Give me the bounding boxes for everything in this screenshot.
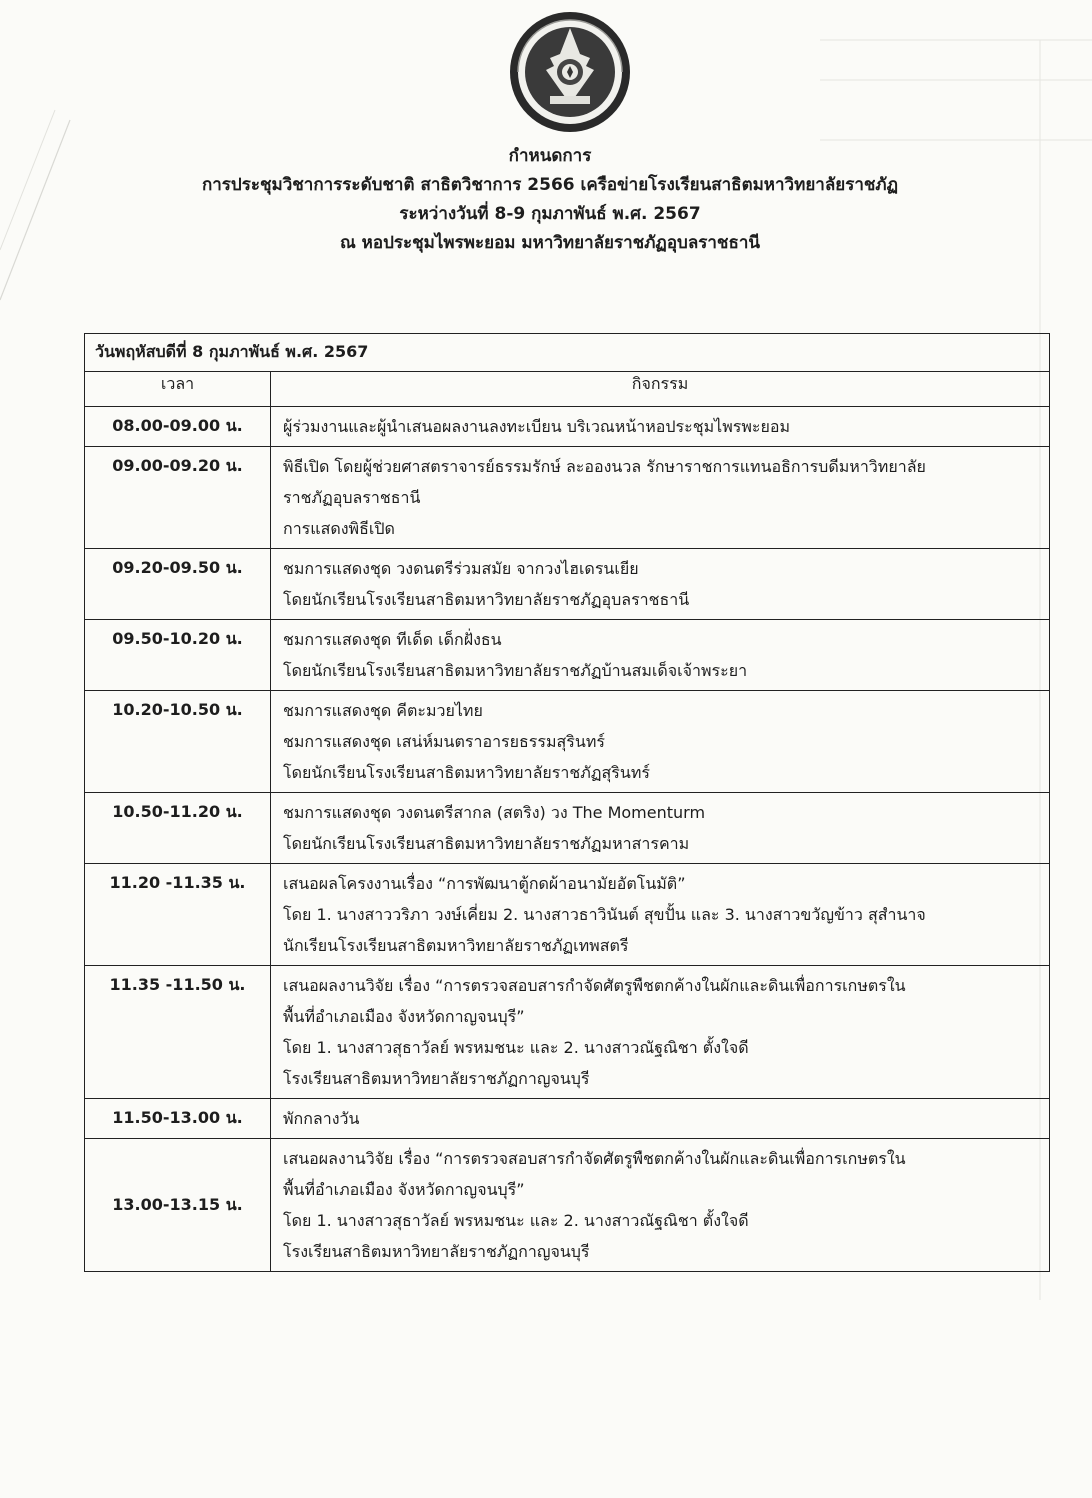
activity-line: ราชภัฏอุบลราชธานี: [283, 488, 421, 507]
activity-line: โดย 1. นางสาวสุธาวัลย์ พรหมชนะ และ 2. นางสาวณัฐณิชา ตั้งใจดี: [283, 1211, 749, 1230]
activity-line: โดยนักเรียนโรงเรียนสาธิตมหาวิทยาลัยราชภัฏสุรินทร์: [283, 763, 650, 782]
activity-line: เสนอผลงานวิจัย เรื่อง “การตรวจสอบสารกำจัดศัตรูพืชตกค้างในผักและดินเพื่อการเกษตรใน: [283, 1149, 906, 1168]
activity-line: พื้นที่อำเภอเมือง จังหวัดกาญจนบุรี”: [283, 1180, 525, 1199]
column-header-row: [85, 372, 1050, 407]
header-title: กำหนดการ: [508, 146, 592, 166]
schedule-table: [84, 333, 1050, 1272]
table-row: [85, 620, 1050, 691]
activity-line: โรงเรียนสาธิตมหาวิทยาลัยราชภัฏกาญจนบุรี: [283, 1242, 590, 1261]
time-cell: 09.00-09.20 น.: [85, 447, 271, 549]
time-cell: 11.50-13.00 น.: [85, 1099, 271, 1139]
table-row: [85, 793, 1050, 864]
activity-line: ผู้ร่วมงานและผู้นำเสนอผลงานลงทะเบียน บริเวณหน้าหอประชุมไพรพะยอม: [283, 417, 790, 436]
activity-cell: [271, 620, 1050, 691]
time-cell: 10.20-10.50 น.: [85, 691, 271, 793]
activity-cell: [271, 793, 1050, 864]
header-venue: ณ หอประชุมไพรพะยอม มหาวิทยาลัยราชภัฏอุบลราชธานี: [339, 233, 761, 253]
activity-line: โรงเรียนสาธิตมหาวิทยาลัยราชภัฏกาญจนบุรี: [283, 1069, 590, 1088]
time-cell: 13.00-13.15 น.: [85, 1139, 271, 1272]
activity-line: พื้นที่อำเภอเมือง จังหวัดกาญจนบุรี”: [283, 1007, 525, 1026]
activity-cell: [271, 1099, 1050, 1139]
header-dates: ระหว่างวันที่ 8-9 กุมภาพันธ์ พ.ศ. 2567: [399, 204, 701, 224]
activity-line: เสนอผลงานวิจัย เรื่อง “การตรวจสอบสารกำจัดศัตรูพืชตกค้างในผักและดินเพื่อการเกษตรใน: [283, 976, 906, 995]
activity-line: โดย 1. นางสาวสุธาวัลย์ พรหมชนะ และ 2. นางสาวณัฐณิชา ตั้งใจดี: [283, 1038, 749, 1057]
time-cell: 10.50-11.20 น.: [85, 793, 271, 864]
activity-line: โดยนักเรียนโรงเรียนสาธิตมหาวิทยาลัยราชภัฏมหาสารคาม: [283, 834, 690, 853]
activity-cell: [271, 447, 1050, 549]
university-seal-icon: [506, 8, 634, 136]
day-row: [85, 334, 1050, 372]
col-time-header: เวลา: [85, 372, 271, 407]
activity-cell: [271, 966, 1050, 1099]
document-header: [120, 142, 980, 258]
activity-cell: [271, 407, 1050, 447]
activity-line: ชมการแสดงชุด ทีเด็ด เด็กฝั่งธน: [283, 630, 502, 649]
time-cell: 09.20-09.50 น.: [85, 549, 271, 620]
activity-cell: [271, 691, 1050, 793]
activity-line: ชมการแสดงชุด วงดนตรีสากล (สตริง) วง The Momenturm: [283, 803, 706, 822]
activity-line: พักกลางวัน: [283, 1109, 360, 1128]
table-row: [85, 549, 1050, 620]
header-conference: การประชุมวิชาการระดับชาติ สาธิตวิชาการ 2566 เครือข่ายโรงเรียนสาธิตมหาวิทยาลัยราชภัฏ: [201, 175, 899, 195]
time-cell: 09.50-10.20 น.: [85, 620, 271, 691]
time-cell: 11.35 -11.50 น.: [85, 966, 271, 1099]
activity-line: นักเรียนโรงเรียนสาธิตมหาวิทยาลัยราชภัฏเทพสตรี: [283, 936, 629, 955]
time-cell: 11.20 -11.35 น.: [85, 864, 271, 966]
activity-line: ชมการแสดงชุด เสน่ห์มนตราอารยธรรมสุรินทร์: [283, 732, 605, 751]
table-row: [85, 407, 1050, 447]
activity-line: ชมการแสดงชุด คีตะมวยไทย: [283, 701, 483, 720]
activity-line: โดย 1. นางสาววริภา วงษ์เคี่ยม 2. นางสาวธาวินันต์ สุขปั้น และ 3. นางสาวขวัญข้าว สุสำนาจ: [283, 905, 926, 924]
table-row: [85, 864, 1050, 966]
table-row: [85, 1139, 1050, 1272]
table-row: [85, 1099, 1050, 1139]
activity-line: โดยนักเรียนโรงเรียนสาธิตมหาวิทยาลัยราชภัฏบ้านสมเด็จเจ้าพระยา: [283, 661, 748, 680]
activity-line: ชมการแสดงชุด วงดนตรีร่วมสมัย จากวงไฮเดรนเยีย: [283, 559, 639, 578]
activity-line: โดยนักเรียนโรงเรียนสาธิตมหาวิทยาลัยราชภัฏอุบลราชธานี: [283, 590, 690, 609]
activity-line: การแสดงพิธีเปิด: [283, 519, 395, 538]
activity-cell: [271, 864, 1050, 966]
activity-cell: [271, 1139, 1050, 1272]
table-row: [85, 966, 1050, 1099]
time-cell: 08.00-09.00 น.: [85, 407, 271, 447]
table-row: [85, 691, 1050, 793]
activity-line: เสนอผลโครงงานเรื่อง “การพัฒนาตู้กดผ้าอนามัยอัตโนมัติ”: [283, 874, 686, 893]
col-activity-header: กิจกรรม: [271, 372, 1050, 407]
activity-line: พิธีเปิด โดยผู้ช่วยศาสตราจารย์ธรรมรักษ์ ละอองนวล รักษาราชการแทนอธิการบดีมหาวิทยาลัย: [283, 457, 926, 476]
table-row: [85, 447, 1050, 549]
activity-cell: [271, 549, 1050, 620]
day-label: วันพฤหัสบดีที่ 8 กุมภาพันธ์ พ.ศ. 2567: [85, 334, 1050, 372]
